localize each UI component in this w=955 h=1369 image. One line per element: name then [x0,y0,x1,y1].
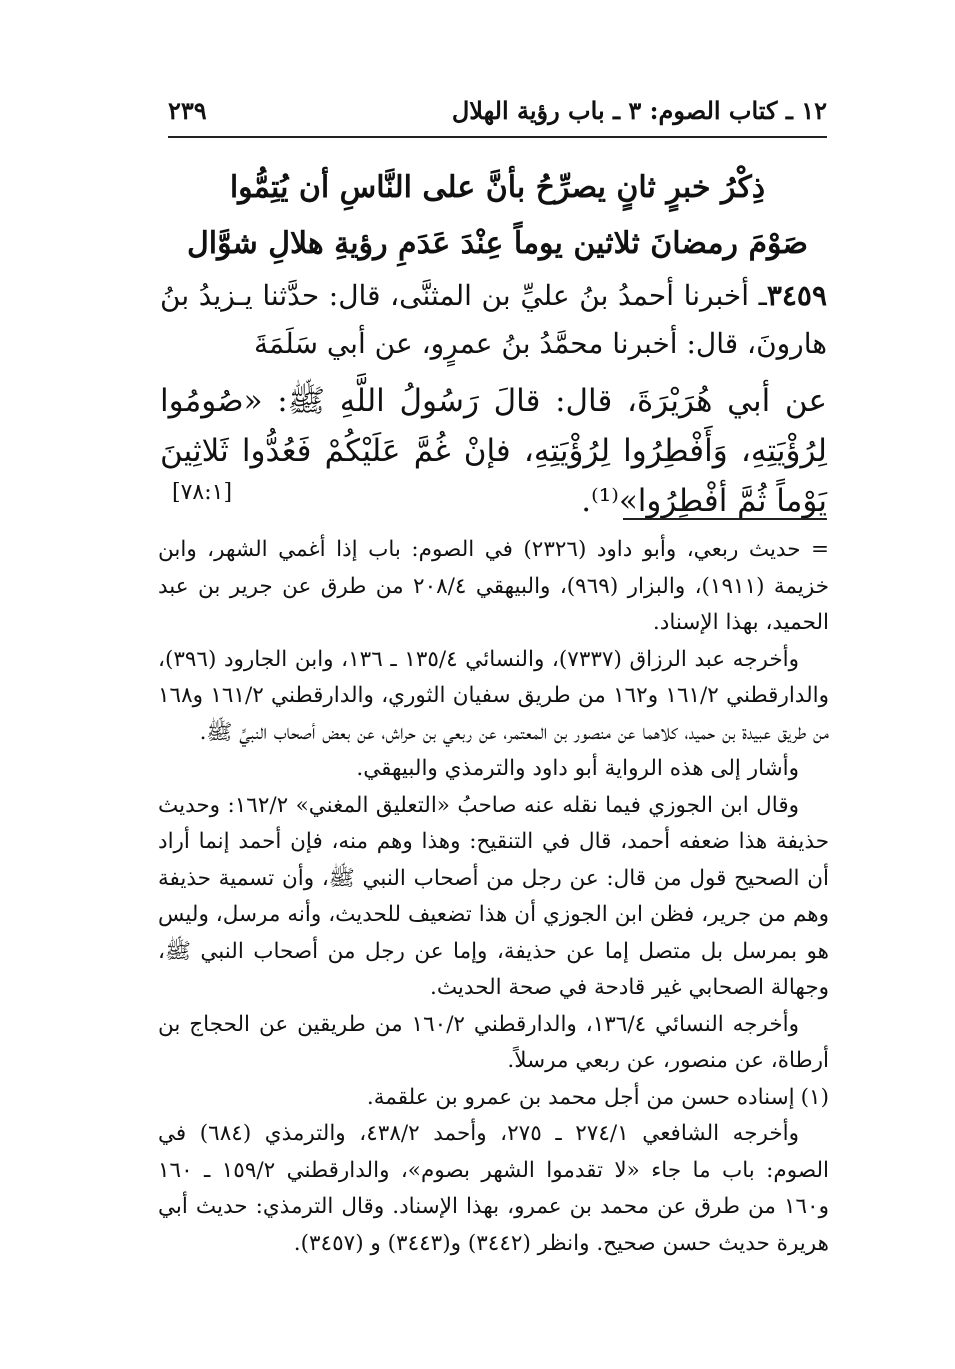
footnote-paragraph: = حديث ربعي، وأبو داود (٢٣٢٦) في الصوم: باب إذا أغمي الشهر، وابن خزيمة (١٩١١)، والبزار (٩٦٩)، والبيهقي ٢٠٨/٤ من طرق عن جرير بن عبد الحميد، بهذا الإسناد. [158,537,829,635]
footnote-1-text: إسناده حسن من أجل محمد بن عمرو بن علقمة. [366,1084,795,1110]
hadith-reference: [٧٨:١] [172,480,233,505]
chapter-heading [168,160,827,272]
footnote-paragraph: وأخرجه النسائي ١٣٦/٤، والدارقطني ١٦٠/٢ من طريقين عن الحجاج بن أرطاة، عن منصور، عن ربعي مرسلاً. [158,1011,829,1073]
footnote-paragraph: وأشار إلى هذه الرواية أبو داود والترمذي والبيهقي. [356,756,799,781]
hadith-matn: عن أبي هُرَيْرَةَ، قال: قالَ رَسُولُ اللَّهِ ﷺ: «صُومُوا لِرُؤْيَتِهِ، وَأَفْطِرُوا لِرُؤْيَتِهِ، فإنْ غُمَّ عَلَيْكُمْ فَعُدُّوا ثَلاثِينَ يَوْماً ثُمَّ أفْطِرُوا»⁽¹⁾. [160,383,827,519]
footnote-paragraph: وأخرجه عبد الرزاق (٧٣٣٧)، والنسائي ١٣٥/٤ ـ ١٣٦، وابن الجارود (٣٩٦)، والدارقطني ١٦١/٢ و١٦٢ من طريق سفيان الثوري، والدارقطني ١٦١/٢ و١٦٨ من طريق عبيدة بن حميد، كلاهما عن منصور بن المعتمر، عن ربعي بن حراش، عن بعض أصحاب النبيِّ ﷺ. [158,646,829,745]
running-title: ١٢ ـ كتاب الصوم: ٣ ـ باب رؤية الهلال [451,95,827,125]
footnote-marker: (١) [800,1084,829,1110]
footnote-paragraph: وقال ابن الجوزي فيما نقله عنه صاحبُ «التعليق المغني» ١٦٢/٢: وحديث حذيفة هذا ضعفه أحمد، قال في التنقيح: وهذا وهم منه، فإن أحمد إنما أراد أن الصحيح قول من قال: عن رجل من أصحاب النبي ﷺ، وأن تسمية حذيفة وهم من جرير، فظن ابن الجوزي أن هذا تضعيف للحديث، وأنه مرسل، وليس هو بمرسل بل متصل إما عن حذيفة، وإما عن رجل من أصحاب النبي ﷺ، وجهالة الصحابي غير قادحة في صحة الحديث. [158,792,829,1000]
page-header [168,88,827,132]
hadith-number: ٣٤٥٩ [766,279,827,312]
heading-line-1: ذِكْرُ خبرٍ ثانٍ يصرِّحُ بأنَّ على النَّاسِ أن يُتِمُّوا [229,170,766,205]
isnad-text: ـ أخبرنا أحمدُ بنُ عليِّ بن المثنَّى، قال: حدَّثنا يـزيدُ بنُ هارونَ، قال: أخبرنا محمَّدُ بنُ عمرٍو، عن أبي سَلَمَةَ [160,279,827,360]
footnote-paragraph: وأخرجه الشافعي ٢٧٤/١ ـ ٢٧٥، وأحمد ٤٣٨/٢، والترمذي (٦٨٤) في الصوم: باب ما جاء «لا تقدموا الشهر بصوم»، والدارقطني ١٥٩/٢ ـ ١٦٠ و١٦٠ من طرق عن محمد بن عمرو، بهذا الإسناد. وقال الترمذي: حديث أبي هريرة حديث حسن صحيح. وانظر (٣٤٤٢) و(٣٤٤٣) و (٣٤٥٧). [158,1121,830,1256]
header-divider [168,136,827,138]
heading-line-2: صَوْمَ رمضانَ ثلاثين يوماً عِنْدَ عَدَمِ رؤيةِ هلالِ شوَّال [186,226,808,261]
footnotes [158,532,829,1262]
hadith-isnad [160,272,827,368]
page-number: ٢٣٩ [168,95,207,125]
footnote-1 [158,1080,829,1117]
footnote-divider [623,518,827,520]
